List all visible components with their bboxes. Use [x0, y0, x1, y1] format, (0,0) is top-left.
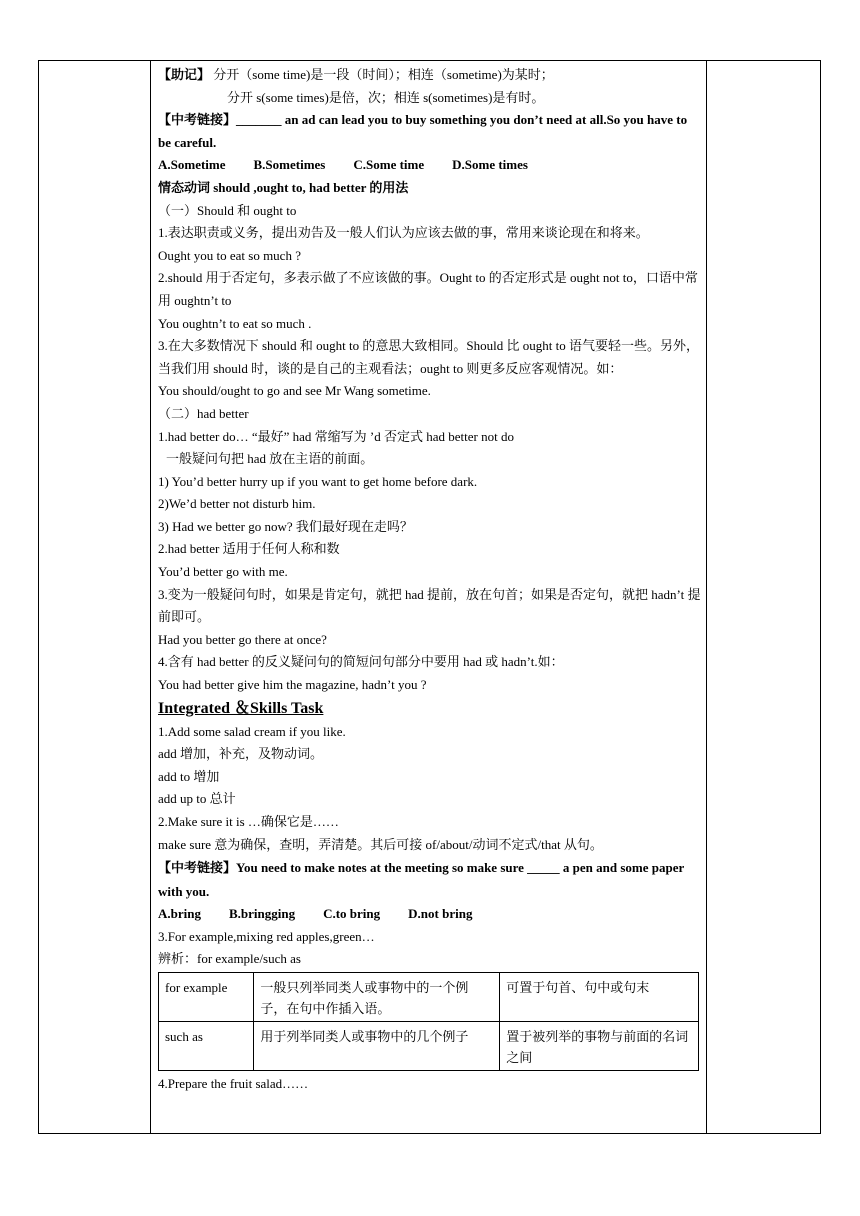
integrated-item-1b: add to 增加 [158, 768, 220, 784]
section-should-title: （一）Should 和 ought to [158, 202, 297, 218]
comparison-table [158, 972, 699, 1071]
integrated-item-2a: make sure 意为确保，查明，弄清楚。其后可接 of/about/动词不定式/that 从句。 [158, 836, 603, 852]
point-2: 2.should 用于否定句，多表示做了不应该做的事。Ought to 的否定形式是 ought not to，口语中常用 oughtn’t to [158, 270, 698, 308]
table-cell: for example [159, 972, 254, 1021]
integrated-item-1: 1.Add some salad cream if you like. [158, 723, 346, 739]
integrated-item-3: 3.For example,mixing red apples,green… [158, 928, 375, 944]
table-cell: 置于被列举的事物与前面的名词之间 [500, 1021, 699, 1070]
integrated-item-1a: add 增加，补充，及物动词。 [158, 746, 324, 762]
table-cell: such as [159, 1021, 254, 1070]
table-cell: 可置于句首、句中或句末 [500, 972, 699, 1021]
column-divider-left [150, 61, 151, 1133]
table-cell: 用于列举同类人或事物中的几个例子 [254, 1021, 500, 1070]
had-better-4-example: You had better give him the magazine, hadn’t you ? [158, 677, 427, 693]
integrated-item-1c: add up to 总计 [158, 791, 236, 807]
table-row [159, 1021, 699, 1070]
point-2-example: You oughtn’t to eat so much . [158, 315, 312, 331]
had-better-example-3: 3) Had we better go now? 我们最好现在走吗？ [158, 518, 413, 534]
had-better-3-example: Had you better go there at once? [158, 631, 327, 647]
exam-link-1: 【中考链接】_______ an ad can lead you to buy something you don’t need at all.So you have to be careful. [158, 112, 688, 150]
had-better-2-example: You’d better go with me. [158, 564, 288, 580]
point-3-example: You should/ought to go and see Mr Wang sometime. [158, 383, 431, 399]
exam-link-2-options: A.bring B.bringging C.to bring D.not bring [158, 906, 473, 922]
had-better-1: 1.had better do… “最好” had 常缩写为 ’d 否定式 had better not do [158, 428, 514, 444]
point-1-example: Ought you to eat so much ? [158, 247, 301, 263]
integrated-item-4: 4.Prepare the fruit salad…… [158, 1075, 309, 1091]
notes-column [158, 64, 703, 1096]
integrated-item-3a: 辨析：for example/such as [158, 951, 301, 967]
integrated-item-2: 2.Make sure it is …确保它是…… [158, 814, 339, 829]
table-row [159, 972, 699, 1021]
integrated-skills-heading: Integrated ＆Skills Task [158, 699, 324, 717]
had-better-3: 3.变为一般疑问句时，如果是肯定句，就把 had 提前，放在句首；如果是否定句，就把 hadn’t 提前即可。 [158, 586, 701, 625]
table-cell: 一般只列举同类人或事物中的一个例子，在句中作插入语。 [254, 972, 500, 1021]
section-had-better-title: （二）had better [158, 405, 249, 421]
column-divider-right [706, 61, 707, 1133]
point-1: 1.表达职责或义务，提出劝告及一般人们认为应该去做的事，常用来谈论现在和将来。 [158, 225, 649, 241]
had-better-4: 4.含有 had better 的反义疑问句的简短问句部分中要用 had 或 hadn’t.如： [158, 654, 564, 670]
had-better-2: 2.had better 适用于任何人称和数 [158, 541, 340, 557]
exam-link-2: 【中考链接】You need to make notes at the meeting so make sure _____ a pen and some paper with you. [158, 860, 685, 899]
had-better-example-1: 1) You’d better hurry up if you want to get home before dark. [158, 473, 478, 489]
had-better-1b: 一般疑问句把 had 放在主语的前面。 [166, 451, 374, 467]
mnemonic-line-1: 【助记】 分开（some time)是一段（时间）；相连（sometime)为某时； [158, 67, 554, 82]
had-better-example-2: 2)We’d better not disturb him. [158, 496, 316, 512]
point-3: 3.在大多数情况下 should 和 ought to 的意思大致相同。Should 比 ought to 语气要轻一些。另外，当我们用 should 时，谈的是自己的主观看法；ought to 则更多反应客观情况。如： [158, 338, 699, 376]
exam-link-1-options: A.Sometime B.Sometimes C.Some time D.Some times [158, 157, 528, 173]
mnemonic-line-2: 分开 s(some times)是倍，次；相连 s(sometimes)是有时。 [227, 89, 545, 105]
modal-verbs-title: 情态动词 should ,ought to, had better 的用法 [158, 179, 409, 195]
